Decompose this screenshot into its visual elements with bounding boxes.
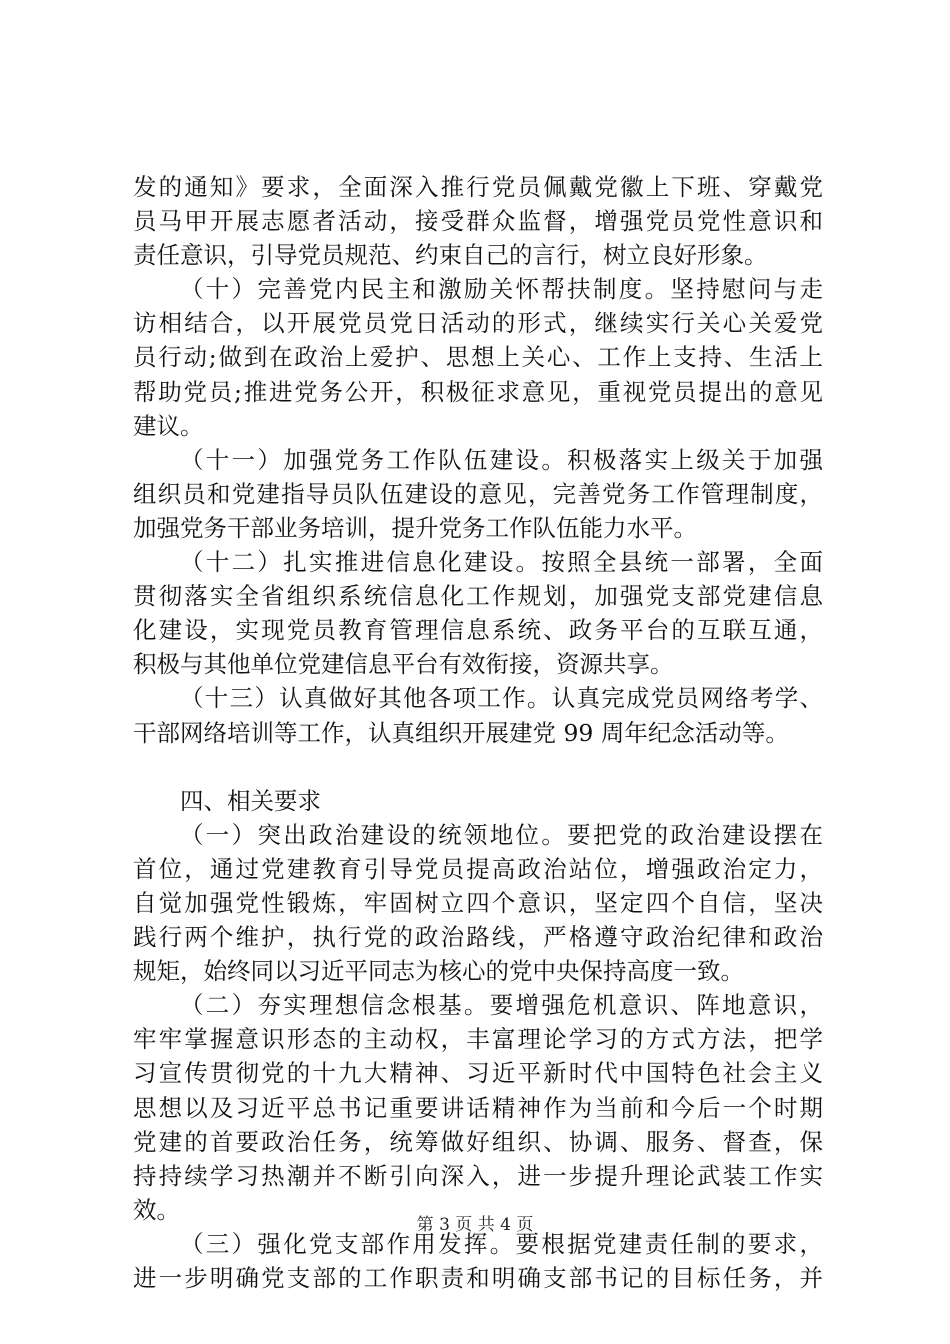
text-line: 思想以及习近平总书记重要讲话精神作为当前和今后一个时期 <box>133 1093 823 1122</box>
text-line: 首位，通过党建教育引导党员提高政治站位，增强政治定力， <box>133 854 823 883</box>
text-line: 规矩，始终同以习近平同志为核心的党中央保持高度一致。 <box>133 957 744 986</box>
text-line: 持持续学习热潮并不断引向深入，进一步提升理论武装工作实 <box>133 1161 823 1190</box>
text-line: 积极与其他单位党建信息平台有效衔接，资源共享。 <box>133 650 674 679</box>
paragraph-gap <box>133 750 823 784</box>
page-footer <box>0 1214 950 1236</box>
text-line: 员行动;做到在政治上爱护、思想上关心、工作上支持、生活上 <box>133 343 823 372</box>
text-line: （十三）认真做好其他各项工作。认真完成党员网络考学、 <box>180 684 823 713</box>
text-line: 组织员和党建指导员队伍建设的意见，完善党务工作管理制度， <box>133 479 823 508</box>
text-line: 贯彻落实全省组织系统信息化工作规划，加强党支部党建信息 <box>133 582 823 611</box>
page-number: 第 3 页 共 4 页 <box>416 1215 534 1235</box>
text-line: 进一步明确党支部的工作职责和明确支部书记的目标任务，并 <box>133 1264 823 1292</box>
text-line: 践行两个维护，执行党的政治路线，严格遵守政治纪律和政治 <box>133 923 823 952</box>
text-line: 员马甲开展志愿者活动，接受群众监督，增强党员党性意识和 <box>133 207 823 236</box>
section-heading: 四、相关要求 <box>180 786 321 815</box>
document-body <box>133 170 823 1295</box>
text-line: 牢牢掌握意识形态的主动权，丰富理论学习的方式方法，把学 <box>133 1025 823 1054</box>
text-line: 习宣传贯彻党的十九大精神、习近平新时代中国特色社会主义 <box>133 1059 823 1088</box>
text-line: 加强党务干部业务培训，提升党务工作队伍能力水平。 <box>133 513 697 542</box>
text-line: （三）强化党支部作用发挥。要根据党建责任制的要求， <box>180 1229 823 1258</box>
text-line: （十）完善党内民主和激励关怀帮扶制度。坚持慰问与走 <box>180 275 823 304</box>
text-line: （十一）加强党务工作队伍建设。积极落实上级关于加强 <box>180 445 823 474</box>
text-line: 访相结合，以开展党员党日活动的形式，继续实行关心关爱党 <box>133 309 823 338</box>
text-line: （十二）扎实推进信息化建设。按照全县统一部署，全面 <box>180 548 823 577</box>
text-line: 自觉加强党性锻炼，牢固树立四个意识，坚定四个自信，坚决 <box>133 888 823 917</box>
text-line: （一）突出政治建设的统领地位。要把党的政治建设摆在 <box>180 820 823 849</box>
section-three-continued <box>133 170 823 750</box>
text-line: 建议。 <box>133 411 204 440</box>
text-line: 效。 <box>133 1195 180 1224</box>
text-line: 干部网络培训等工作，认真组织开展建党 99 周年纪念活动等。 <box>133 718 789 747</box>
text-line: 化建设，实现党员教育管理信息系统、政务平台的互联互通， <box>133 616 823 645</box>
text-line: （二）夯实理想信念根基。要增强危机意识、阵地意识， <box>180 991 823 1020</box>
text-line: 责任意识，引导党员规范、约束自己的言行，树立良好形象。 <box>133 241 768 270</box>
text-line: 党建的首要政治任务，统筹做好组织、协调、服务、督查，保 <box>133 1127 823 1156</box>
text-line: 帮助党员;推进党务公开，积极征求意见，重视党员提出的意见 <box>133 377 823 406</box>
text-line: 发的通知》要求，全面深入推行党员佩戴党徽上下班、穿戴党 <box>133 173 823 201</box>
